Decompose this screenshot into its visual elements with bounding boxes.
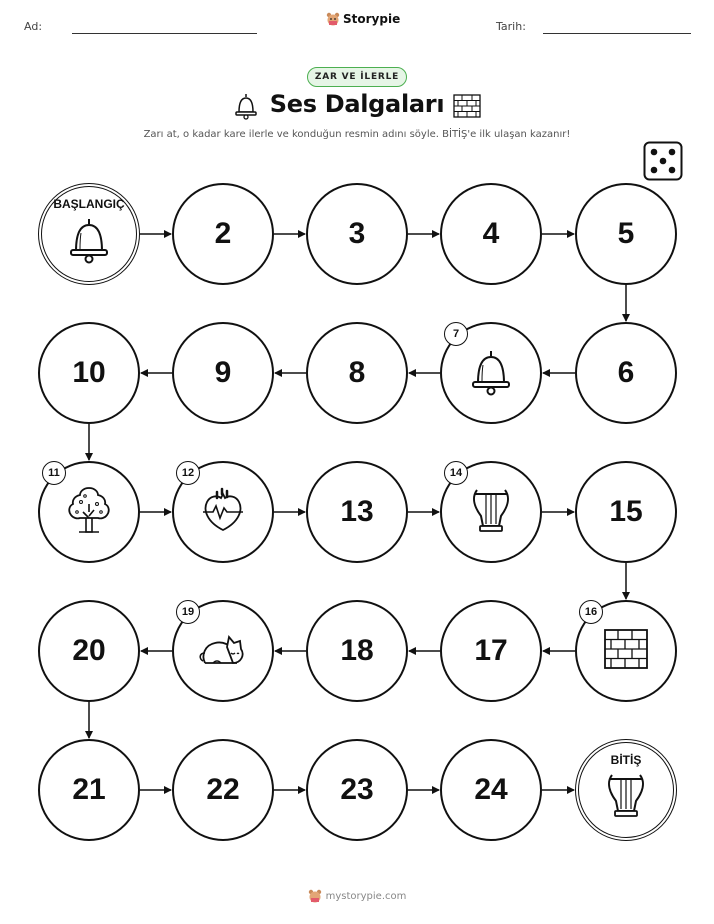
cell-number: 17 [474, 634, 508, 667]
cell-number: 23 [340, 773, 374, 806]
board-cell-16[interactable] [575, 600, 677, 702]
bell-icon [63, 213, 115, 265]
board-cell-10[interactable] [38, 322, 140, 424]
bear-logo-icon [308, 889, 322, 903]
board-cell-11[interactable] [38, 461, 140, 563]
brand-name: Storypie [343, 12, 401, 26]
finish-cell[interactable] [575, 739, 677, 841]
cell-number-badge: 14 [444, 461, 468, 485]
cell-number: 24 [474, 773, 508, 806]
start-label: BAŞLANGIÇ [53, 197, 125, 211]
date-label: Tarih: [496, 20, 526, 33]
footer-url[interactable]: mystorypie.com [325, 890, 407, 902]
finish-label: BİTİŞ [610, 753, 642, 767]
board-cell-18[interactable] [306, 600, 408, 702]
dice-five-icon [643, 141, 683, 181]
cell-number: 5 [617, 217, 635, 250]
cell-number: 20 [72, 634, 106, 667]
board-cell-21[interactable] [38, 739, 140, 841]
board-cell-5[interactable] [575, 183, 677, 285]
bear-logo-icon [326, 12, 340, 26]
board-cell-17[interactable] [440, 600, 542, 702]
board-cell-23[interactable] [306, 739, 408, 841]
board-cell-24[interactable] [440, 739, 542, 841]
board-cell-7[interactable] [440, 322, 542, 424]
wall-icon [600, 623, 652, 675]
board-cell-3[interactable] [306, 183, 408, 285]
cell-number: 21 [72, 773, 106, 806]
board-cell-12[interactable] [172, 461, 274, 563]
board-cell-15[interactable] [575, 461, 677, 563]
board-cell-22[interactable] [172, 739, 274, 841]
brand-logo [326, 12, 400, 26]
cell-number-badge: 19 [176, 600, 200, 624]
instructions: Zarı at, o kadar kare ilerle ve konduğun resmin adını söyle. BİTİŞ'e ilk ulaşan kazanır! [143, 129, 571, 140]
page-title: Ses Dalgaları [269, 90, 445, 118]
board-cell-20[interactable] [38, 600, 140, 702]
start-cell[interactable] [38, 183, 140, 285]
date-line[interactable] [543, 33, 691, 34]
cell-number-badge: 11 [42, 461, 66, 485]
lyre-icon [600, 769, 652, 821]
board-cell-9[interactable] [172, 322, 274, 424]
cell-number-badge: 16 [579, 600, 603, 624]
name-label: Ad: [24, 20, 43, 33]
name-line[interactable] [72, 33, 257, 34]
footer [0, 889, 714, 903]
heart-icon [197, 484, 249, 536]
cell-number-badge: 12 [176, 461, 200, 485]
board-cell-4[interactable] [440, 183, 542, 285]
cell-number: 13 [340, 495, 374, 528]
cell-number: 18 [340, 634, 374, 667]
board-cell-13[interactable] [306, 461, 408, 563]
brick-wall-icon [453, 94, 481, 118]
board-cell-14[interactable] [440, 461, 542, 563]
cell-number: 3 [348, 217, 366, 250]
cell-number: 8 [348, 356, 366, 389]
cell-number: 4 [482, 217, 500, 250]
cell-number: 9 [214, 356, 232, 389]
cell-number: 6 [617, 356, 635, 389]
bell-icon [465, 345, 517, 397]
tree-icon [63, 484, 115, 536]
board-cell-19[interactable] [172, 600, 274, 702]
cell-number: 10 [72, 356, 106, 389]
cat-icon [197, 623, 249, 675]
cell-number: 22 [206, 773, 240, 806]
board-cell-6[interactable] [575, 322, 677, 424]
cell-number: 2 [214, 217, 232, 250]
category-badge: ZAR VE İLERLE [307, 67, 407, 87]
cell-number-badge: 7 [444, 322, 468, 346]
board-cell-2[interactable] [172, 183, 274, 285]
board-cell-8[interactable] [306, 322, 408, 424]
lyre-icon [465, 484, 517, 536]
cell-number: 15 [609, 495, 643, 528]
